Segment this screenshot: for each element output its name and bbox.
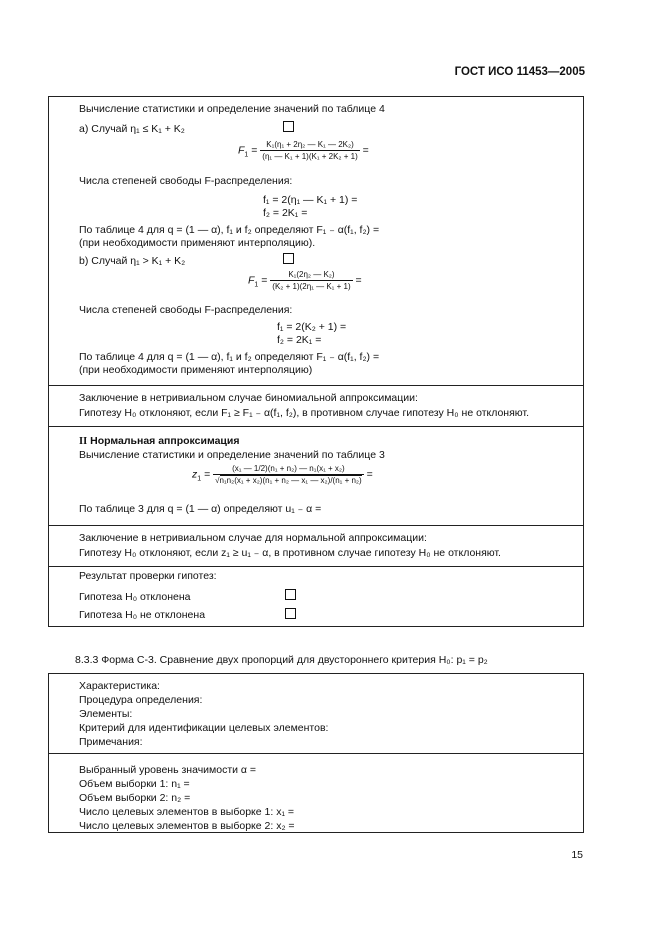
f2-case-b-equation: f₂ = 2K₁ = — [277, 334, 322, 346]
param-n1: Объем выборки 1: n₁ = — [79, 778, 190, 790]
binomial-conclusion-rule: Гипотезу H₀ отклоняют, если F₁ ≥ F₁ ₋ α(f₁, f₂), в противном случае гипотезу H₀ не отклоняют. — [79, 407, 529, 419]
section-hypothesis-result — [49, 567, 583, 626]
interpolation-note-b: (при необходимости применяют интерполяцию) — [79, 364, 313, 376]
result-not-rejected-label: Гипотеза H₀ не отклонена — [79, 609, 206, 621]
normal-conclusion-rule: Гипотезу H₀ отклоняют, если z₁ ≥ u₁ ₋ α, в противном случае гипотезу H₀ не отклоняют. — [79, 547, 501, 559]
formula-f1-b-numerator: K₁(2η₂ — K₂) — [270, 269, 352, 281]
dof-label-a: Числа степеней свободы F-распределения: — [79, 175, 293, 187]
param-n2: Объем выборки 2: n₂ = — [79, 792, 191, 804]
document-code: ГОСТ ИСО 11453—2005 — [454, 66, 585, 78]
form-upper-box — [48, 96, 584, 627]
field-notes: Примечания: — [79, 736, 143, 748]
result-rejected-label: Гипотеза H₀ отклонена — [79, 591, 191, 603]
case-a-label: а) Случай η₁ ≤ K₁ + K₂ — [79, 123, 185, 135]
checkbox-case-a[interactable] — [283, 121, 294, 132]
normal-calc-title: Вычисление статистики и определение значений по таблице 3 — [79, 449, 385, 461]
field-characteristic: Характеристика: — [79, 680, 160, 692]
roman-numeral: II — [79, 436, 88, 447]
formula-z1-numerator: (x₁ — 1/2)(n₁ + n₂) — n₁(x₁ + x₂) — [213, 463, 364, 475]
dof-label-b: Числа степеней свободы F-распределения: — [79, 304, 293, 316]
table-lookup-b: По таблице 4 для q = (1 — α), f₁ и f₂ определяют F₁ ₋ α(f₁, f₂) = — [79, 351, 380, 363]
binomial-conclusion-title: Заключение в нетривиальном случае биномиальной аппроксимации: — [79, 392, 418, 404]
formula-f1-case-a: $F_1$ = $\frac{\text{K₁(η₁ + 2η₂ — K₁ — 2K₂)}}{\text{(η₁ — K₁ + 1)(K₁ + 2K₂ + 1)}}$ = — [238, 140, 369, 161]
formula-f1-b-denominator: (K₂ + 1)(2η₁ — K₁ + 1) — [272, 282, 351, 291]
section-normal-approximation — [49, 427, 583, 526]
calc-title: Вычисление статистики и определение значений по таблице 4 — [79, 103, 385, 115]
normal-approx-title — [79, 435, 239, 448]
param-significance: Выбранный уровень значимости α = — [79, 764, 257, 776]
result-title: Результат проверки гипотез: — [79, 570, 217, 582]
section-binomial-calc — [49, 97, 583, 386]
form-c3-parameters — [49, 754, 583, 832]
normal-approx-heading: Нормальная аппроксимация — [90, 435, 240, 447]
formula-f1-a-denominator: (η₁ — K₁ + 1)(K₁ + 2K₂ + 1) — [262, 152, 358, 161]
interpolation-note-a: (при необходимости применяют интерполяцию). — [79, 237, 316, 249]
f1-case-b-equation: f₁ = 2(K₂ + 1) = — [277, 321, 347, 333]
section-binomial-conclusion — [49, 386, 583, 427]
checkbox-not-rejected[interactable] — [285, 608, 296, 619]
normal-conclusion-title: Заключение в нетривиальном случае для нормальной аппроксимации: — [79, 532, 427, 544]
field-elements: Элементы: — [79, 708, 133, 720]
form-c3-descriptors — [49, 674, 583, 754]
f1-case-a-equation: f₁ = 2(η₁ — K₁ + 1) = — [263, 194, 358, 206]
formula-z1: $z_1$ = $\frac{\text{(x₁ — 1/2)(n₁ + n₂) — n₁(x₁ + x₂)}}{\text{√n₁n₂(x₁ + x₂)(n₁ + n₂ — x₁ — x₂)/(n₁ + n₂)}}$ = — [192, 464, 373, 485]
case-b-label: b) Случай η₁ > K₁ + K₂ — [79, 255, 186, 267]
table-lookup-a: По таблице 4 для q = (1 — α), f₁ и f₂ определяют F₁ ₋ α(f₁, f₂) = — [79, 224, 380, 236]
page-number: 15 — [571, 849, 583, 861]
section-normal-conclusion — [49, 526, 583, 567]
formula-f1-a-numerator: K₁(η₁ + 2η₂ — K₁ — 2K₂) — [260, 139, 359, 151]
formula-z1-denominator: √n₁n₂(x₁ + x₂)(n₁ + n₂ — x₁ — x₂)/(n₁ + n₂) — [215, 476, 362, 485]
section-heading-833: 8.3.3 Форма С-3. Сравнение двух пропорций для двустороннего критерия H₀: p₁ = p₂ — [75, 654, 488, 666]
field-criterion: Критерий для идентификации целевых элементов: — [79, 722, 329, 734]
field-procedure: Процедура определения: — [79, 694, 203, 706]
checkbox-case-b[interactable] — [283, 253, 294, 264]
param-x2: Число целевых элементов в выборке 2: x₂ = — [79, 820, 295, 832]
checkbox-rejected[interactable] — [285, 589, 296, 600]
param-x1: Число целевых элементов в выборке 1: x₁ = — [79, 806, 295, 818]
table3-lookup: По таблице 3 для q = (1 — α) определяют u₁ ₋ α = — [79, 503, 322, 515]
f2-case-a-equation: f₂ = 2K₁ = — [263, 207, 308, 219]
form-c3-box — [48, 673, 584, 833]
formula-f1-case-b: $F_1$ = $\frac{\text{K₁(2η₂ — K₂)}}{\text{(K₂ + 1)(2η₁ — K₁ + 1)}}$ = — [248, 270, 362, 291]
